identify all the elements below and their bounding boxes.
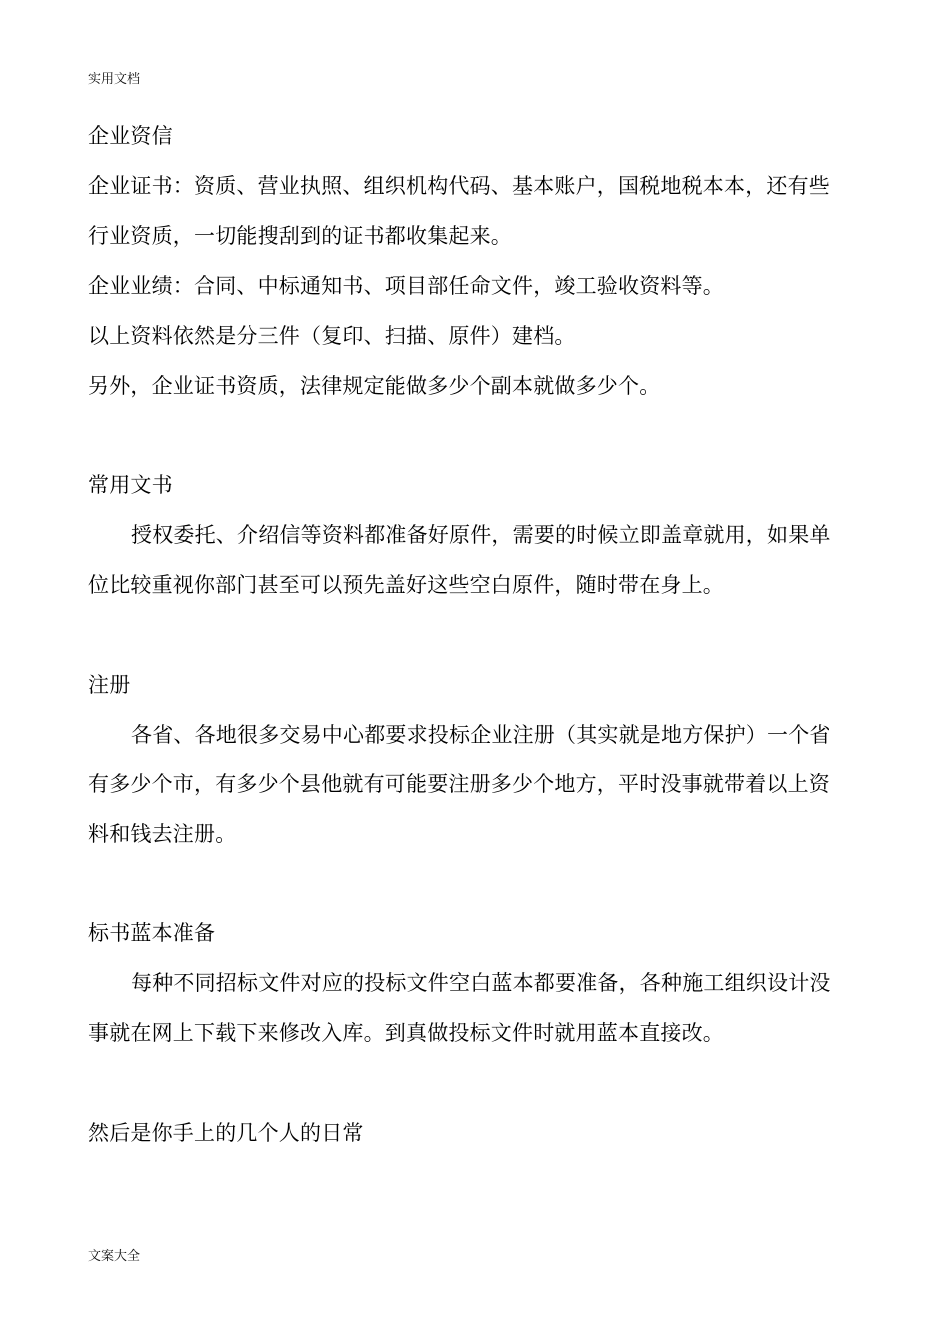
paragraph-line: 位比较重视你部门甚至可以预先盖好这些空白原件，随时带在身上。 <box>88 573 724 597</box>
section-heading-bid-template: 标书蓝本准备 <box>88 921 216 945</box>
paragraph-line: 每种不同招标文件对应的投标文件空白蓝本都要准备，各种施工组织设计没 <box>131 971 831 995</box>
section-heading-registration: 注册 <box>88 673 131 697</box>
section-heading-enterprise-credentials: 企业资信 <box>88 124 173 148</box>
paragraph-line: 企业证书：资质、营业执照、组织机构代码、基本账户，国税地税本本，还有些 <box>88 174 830 198</box>
paragraph-line: 行业资质，一切能搜刮到的证书都收集起来。 <box>88 224 512 248</box>
paragraph-line: 各省、各地很多交易中心都要求投标企业注册（其实就是地方保护）一个省 <box>131 723 831 747</box>
paragraph-line: 授权委托、介绍信等资料都准备好原件，需要的时候立即盖章就用，如果单 <box>131 523 831 547</box>
paragraph-line: 料和钱去注册。 <box>88 822 237 846</box>
paragraph-line: 另外，企业证书资质，法律规定能做多少个副本就做多少个。 <box>88 374 661 398</box>
page-footer: 文案大全 <box>88 1249 141 1264</box>
paragraph-line: 企业业绩：合同、中标通知书、项目部任命文件，竣工验收资料等。 <box>88 274 724 298</box>
page-header: 实用文档 <box>88 72 141 87</box>
paragraph-line: 以上资料依然是分三件（复印、扫描、原件）建档。 <box>88 324 576 348</box>
section-heading-common-documents: 常用文书 <box>88 473 173 497</box>
paragraph-line: 有多少个市，有多少个县他就有可能要注册多少个地方，平时没事就带着以上资 <box>88 772 830 796</box>
closing-line: 然后是你手上的几个人的日常 <box>88 1121 364 1145</box>
paragraph-line: 事就在网上下载下来修改入库。到真做投标文件时就用蓝本直接改。 <box>88 1021 724 1045</box>
